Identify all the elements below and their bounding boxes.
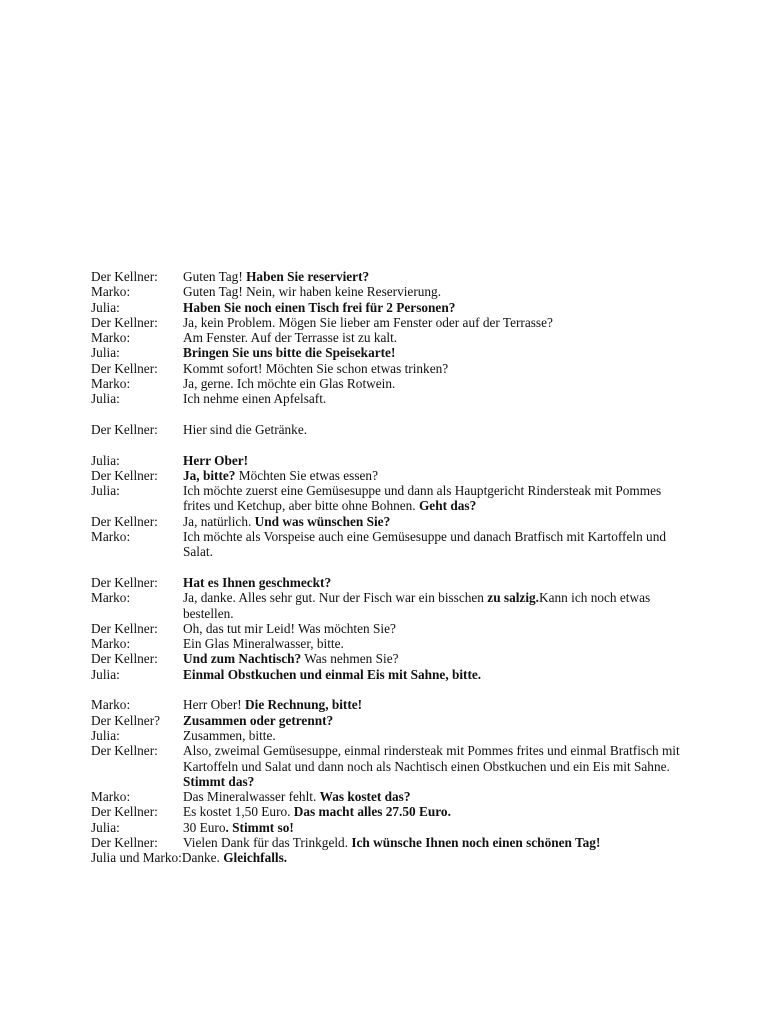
speaker-label: Julia: [91, 299, 120, 315]
bold-phrase: Haben Sie noch einen Tisch frei für 2 Personen? [183, 299, 456, 315]
bold-phrase: Zusammen oder getrennt? [183, 712, 334, 728]
paragraph-gap [91, 407, 691, 422]
dialogue-line [91, 636, 691, 651]
spoken-text [183, 361, 691, 376]
spoken-text [183, 315, 691, 330]
text-phrase: Herr Ober! [183, 697, 246, 713]
bold-phrase: Das macht alles 27.50 Euro. [293, 804, 451, 820]
text-phrase: Kann ich noch etwas bestellen. [183, 590, 651, 621]
speaker-label: Julia: [91, 727, 120, 743]
speaker-label: Der Kellner: [91, 467, 158, 483]
dialogue-line [91, 697, 691, 712]
text-phrase: Kommt sofort! Möchten Sie schon etwas trinken? [183, 360, 449, 376]
bold-phrase: Haben Sie reserviert? [246, 269, 370, 284]
dialogue-line [91, 453, 691, 468]
spoken-text [183, 789, 691, 804]
spoken-text [183, 453, 691, 468]
dialogue-line [91, 728, 691, 743]
bold-phrase: Geht das? [418, 498, 477, 514]
speaker-label: Marko: [91, 590, 131, 606]
speaker-label: Der Kellner: [91, 651, 158, 667]
spoken-text [183, 820, 691, 835]
speaker-label: Der Kellner: [91, 360, 158, 376]
dialogue-line [91, 483, 691, 514]
text-phrase: Oh, das tut mir Leid! Was möchten Sie? [183, 620, 396, 636]
dialogue-line [91, 300, 691, 315]
bold-phrase: Und was wünschen Sie? [254, 513, 391, 529]
spoken-text [183, 330, 691, 345]
dialogue-line [91, 468, 691, 483]
text-phrase: Ich möchte zuerst eine Gemüsesuppe und dann als Hauptgericht Rindersteak mit Pommes frites und Ketchup, aber bitte ohne Bohnen. [183, 483, 662, 514]
speaker-label: Julia: [91, 819, 120, 835]
speaker-label: Marko: [91, 376, 131, 392]
speaker-label: Marko: [91, 789, 131, 805]
dialogue-transcript [91, 269, 691, 866]
text-phrase: Also, zweimal Gemüsesuppe, einmal rindersteak mit Pommes frites und einmal Bratfisch mit Kartoffeln und Salat und dann noch als Nachtisch einen Obstkuchen und ein Eis mit Sahne. [183, 743, 680, 774]
bold-phrase: Hat es Ihnen geschmeckt? [183, 574, 332, 590]
dialogue-line [91, 651, 691, 666]
dialogue-line [91, 514, 691, 529]
speaker-label: Der Kellner: [91, 620, 158, 636]
text-phrase: Ich möchte als Vorspeise auch eine Gemüsesuppe und danach Bratfisch mit Kartoffeln und Salat. [183, 529, 666, 560]
text-phrase: Es kostet 1,50 Euro. [183, 804, 294, 820]
speaker-label: Marko: [91, 529, 131, 545]
dialogue-line [91, 529, 691, 560]
bold-phrase: Gleichfalls. [223, 850, 288, 866]
spoken-text [183, 743, 691, 789]
dialogue-line [91, 391, 691, 406]
dialogue-line [91, 743, 691, 789]
spoken-text [183, 804, 691, 819]
text-phrase: Hier sind die Getränke. [183, 421, 308, 437]
speaker-label: Der Kellner: [91, 574, 158, 590]
speaker-label: Julia: [91, 666, 120, 682]
paragraph-gap [91, 560, 691, 575]
dialogue-line [91, 269, 691, 284]
dialogue-line [91, 575, 691, 590]
speaker-label: Der Kellner: [91, 269, 158, 284]
speaker-label: Der Kellner: [91, 314, 158, 330]
bold-phrase: zu salzig. [487, 590, 540, 606]
text-phrase: Guten Tag! Nein, wir haben keine Reservierung. [183, 284, 442, 300]
bold-phrase: Und zum Nachtisch? [183, 651, 302, 667]
spoken-text [183, 269, 691, 284]
speaker-label: Julia: [91, 452, 120, 468]
bold-phrase: Was kostet das? [319, 789, 411, 805]
spoken-text [183, 697, 691, 712]
text-phrase: Das Mineralwasser fehlt. [183, 789, 320, 805]
spoken-text [183, 590, 691, 621]
text-phrase: Möchten Sie etwas essen? [235, 467, 378, 483]
spoken-text [183, 422, 691, 437]
speaker-label: Julia: [91, 391, 120, 407]
dialogue-line [91, 345, 691, 360]
spoken-text [183, 345, 691, 360]
text-phrase: Ja, natürlich. [183, 513, 255, 529]
dialogue-line [91, 315, 691, 330]
dialogue-line [91, 361, 691, 376]
dialogue-line [91, 820, 691, 835]
spoken-text [183, 300, 691, 315]
dialogue-line [91, 667, 691, 682]
speaker-label: Julia: [91, 345, 120, 361]
speaker-label: Der Kellner: [91, 421, 158, 437]
text-phrase: Danke. [181, 850, 224, 866]
bold-phrase: Herr Ober! [183, 452, 249, 468]
spoken-text [183, 514, 691, 529]
text-phrase: Ich nehme einen Apfelsaft. [183, 391, 327, 407]
text-phrase: Ja, gerne. Ich möchte ein Glas Rotwein. [183, 376, 396, 392]
dialogue-line [91, 284, 691, 299]
spoken-text [183, 728, 691, 743]
speaker-label: Julia und Marko: [91, 850, 182, 866]
speaker-label: Der Kellner: [91, 743, 158, 759]
spoken-text [183, 529, 691, 560]
spoken-text [183, 835, 691, 850]
dialogue-line [91, 850, 691, 865]
speaker-label: Der Kellner: [91, 513, 158, 529]
spoken-text [183, 391, 691, 406]
speaker-label: Der Kellner? [91, 712, 161, 728]
speaker-label: Julia: [91, 483, 120, 499]
spoken-text [183, 667, 691, 682]
bold-phrase: Stimmt das? [183, 773, 255, 789]
text-phrase: Guten Tag! [183, 269, 247, 284]
speaker-label: Der Kellner: [91, 834, 158, 850]
text-phrase: Am Fenster. Auf der Terrasse ist zu kalt. [183, 330, 398, 346]
spoken-text [183, 575, 691, 590]
text-phrase: 30 Euro [183, 819, 226, 835]
text-phrase: Vielen Dank für das Trinkgeld. [183, 834, 352, 850]
bold-phrase: . Stimmt so! [225, 819, 294, 835]
spoken-text [182, 850, 691, 865]
bold-phrase: Die Rechnung, bitte! [245, 697, 363, 713]
speaker-label: Marko: [91, 284, 131, 300]
spoken-text [183, 621, 691, 636]
spoken-text [183, 376, 691, 391]
spoken-text [183, 284, 691, 299]
spoken-text [183, 483, 691, 514]
dialogue-line [91, 789, 691, 804]
bold-phrase: Ja, bitte? [183, 467, 236, 483]
text-phrase: Ein Glas Mineralwasser, bitte. [183, 636, 344, 652]
dialogue-line [91, 590, 691, 621]
dialogue-line [91, 835, 691, 850]
text-phrase: Ja, danke. Alles sehr gut. Nur der Fisch war ein bisschen [183, 590, 488, 606]
text-phrase: Ja, kein Problem. Mögen Sie lieber am Fenster oder auf der Terrasse? [183, 314, 553, 330]
bold-phrase: Ich wünsche Ihnen noch einen schönen Tag! [351, 834, 601, 850]
spoken-text [183, 636, 691, 651]
dialogue-line [91, 621, 691, 636]
speaker-label: Der Kellner: [91, 804, 158, 820]
dialogue-line [91, 376, 691, 391]
spoken-text [183, 651, 691, 666]
dialogue-line [91, 713, 691, 728]
dialogue-line [91, 804, 691, 819]
spoken-text [183, 468, 691, 483]
paragraph-gap [91, 437, 691, 452]
dialogue-line [91, 330, 691, 345]
dialogue-line [91, 422, 691, 437]
speaker-label: Marko: [91, 330, 131, 346]
speaker-label: Marko: [91, 697, 131, 713]
text-phrase: Was nehmen Sie? [301, 651, 399, 667]
bold-phrase: Einmal Obstkuchen und einmal Eis mit Sahne, bitte. [183, 666, 482, 682]
paragraph-gap [91, 682, 691, 697]
spoken-text [183, 713, 691, 728]
text-phrase: Zusammen, bitte. [183, 727, 276, 743]
bold-phrase: Bringen Sie uns bitte die Speisekarte! [183, 345, 396, 361]
speaker-label: Marko: [91, 636, 131, 652]
